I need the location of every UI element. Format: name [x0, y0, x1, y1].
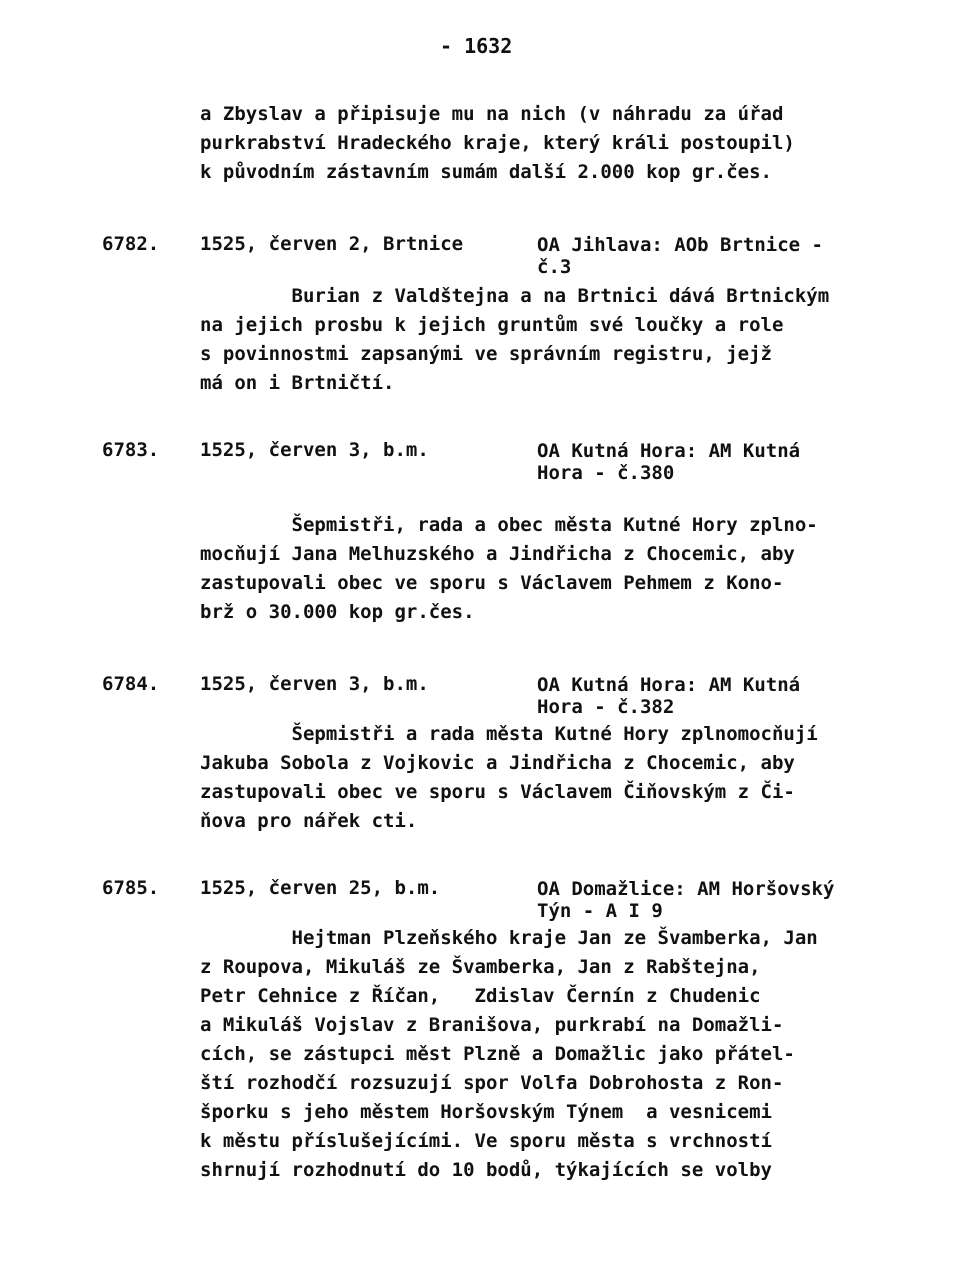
text-line: šporku s jeho městem Horšovským Týnem a vesnicemi [200, 1101, 772, 1123]
text-line: brž o 30.000 kop gr.čes. [200, 601, 475, 623]
source-line: Týn - A I 9 [537, 900, 663, 922]
source-line: Hora - č.380 [537, 462, 675, 484]
entry-source [537, 440, 897, 484]
entry-number: 6782. [102, 233, 160, 255]
source-line: OA Kutná Hora: AM Kutná [537, 674, 801, 696]
entry-source [537, 674, 897, 718]
text-line: Šepmistři a rada města Kutné Hory zplnomocňují [200, 723, 818, 745]
page-number: - 1632 [440, 34, 513, 58]
text-line: shrnují rozhodnutí do 10 bodů, týkajících se volby [200, 1159, 772, 1181]
text-line: a Zbyslav a připisuje mu na nich (v náhradu za úřad [200, 103, 784, 125]
text-line: z Roupova, Mikuláš ze Švamberka, Jan z Rabštejna, [200, 956, 761, 978]
source-line: OA Domažlice: AM Horšovský [537, 878, 835, 900]
text-line: na jejich prosbu k jejich gruntům své loučky a role [200, 314, 784, 336]
text-line: mocňují Jana Melhuzského a Jindřicha z Chocemic, aby [200, 543, 795, 565]
text-line: s povinnostmi zapsanými ve správním registru, jejž [200, 343, 772, 365]
text-line: zastupovali obec ve sporu s Václavem Pehmem z Kono- [200, 572, 784, 594]
text-line: Hejtman Plzeňského kraje Jan ze Švamberka, Jan [200, 927, 818, 949]
entry-date: 1525, červen 3, b.m. [200, 673, 429, 695]
entry-number: 6784. [102, 673, 160, 695]
text-line: k původním zástavním sumám další 2.000 kop gr.čes. [200, 161, 772, 183]
text-line: k městu příslušejícími. Ve sporu města s vrchností [200, 1130, 772, 1152]
text-line: Jakuba Sobola z Vojkovic a Jindřicha z Chocemic, aby [200, 752, 795, 774]
intro-paragraph [200, 100, 860, 187]
entry-body [200, 511, 860, 627]
entry-date: 1525, červen 3, b.m. [200, 439, 429, 461]
source-line: Hora - č.382 [537, 696, 675, 718]
entry-source [537, 234, 897, 278]
entry-number: 6785. [102, 877, 160, 899]
source-line: OA Jihlava: AOb Brtnice - [537, 234, 823, 256]
entry-number: 6783. [102, 439, 160, 461]
text-line: a Mikuláš Vojslav z Branišova, purkrabí na Domažli- [200, 1014, 784, 1036]
text-line: purkrabství Hradeckého kraje, který králi postoupil) [200, 132, 795, 154]
text-line: Petr Cehnice z Říčan, Zdislav Černín z Chudenic [200, 985, 761, 1007]
text-line: má on i Brtničtí. [200, 372, 395, 394]
text-line: Šepmistři, rada a obec města Kutné Hory zplno- [200, 514, 818, 536]
text-line: ští rozhodčí rozsuzují spor Volfa Dobrohosta z Ron- [200, 1072, 784, 1094]
entry-date: 1525, červen 25, b.m. [200, 877, 441, 899]
text-line: ňova pro nářek cti. [200, 810, 418, 832]
entry-body [200, 282, 860, 398]
entry-body [200, 924, 860, 1185]
text-line: cích, se zástupci měst Plzně a Domažlic jako přátel- [200, 1043, 795, 1065]
text-line: Burian z Valdštejna a na Brtnici dává Brtnickým [200, 285, 830, 307]
source-line: č.3 [537, 256, 572, 278]
entry-body [200, 720, 860, 836]
text-line: zastupovali obec ve sporu s Václavem Čiňovským z Či- [200, 781, 795, 803]
source-line: OA Kutná Hora: AM Kutná [537, 440, 801, 462]
entry-date: 1525, červen 2, Brtnice [200, 233, 464, 255]
entry-source [537, 878, 897, 922]
